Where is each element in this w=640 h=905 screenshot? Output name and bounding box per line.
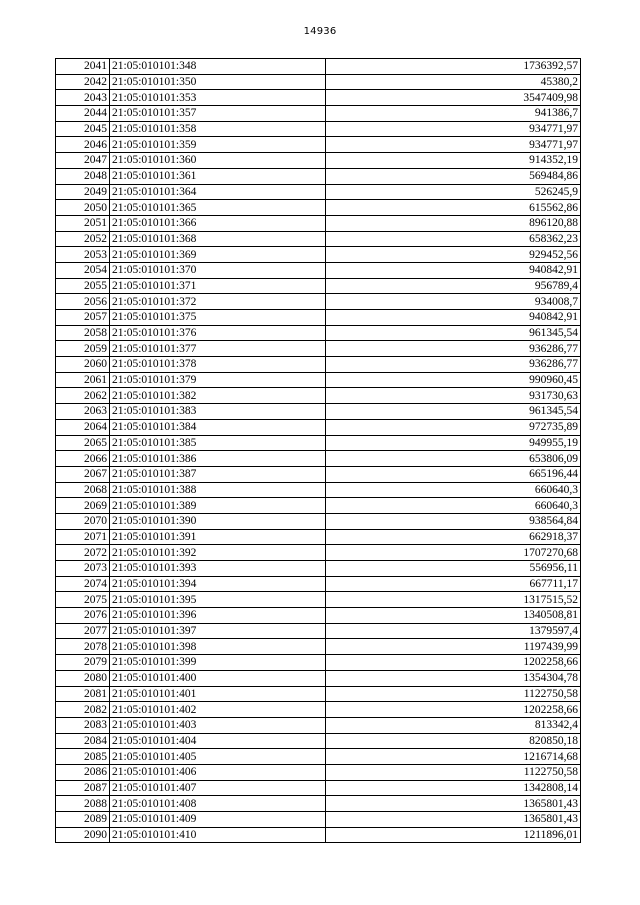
table-row [56,796,581,812]
row-number-cell: 2043 [56,90,110,106]
cadastral-value-cell: 662918,37 [326,529,581,545]
cadastral-number-cell: 21:05:010101:382 [110,388,326,404]
cadastral-number-cell: 21:05:010101:370 [110,262,326,278]
cadastral-value-cell: 820850,18 [326,733,581,749]
cadastral-value-cell: 961345,54 [326,404,581,420]
cadastral-value-cell: 1379597,4 [326,623,581,639]
row-number-cell: 2070 [56,513,110,529]
cadastral-number-cell: 21:05:010101:387 [110,466,326,482]
table-row [56,702,581,718]
cadastral-value-cell: 813342,4 [326,717,581,733]
table-row [56,812,581,828]
table-row [56,482,581,498]
row-number-cell: 2083 [56,717,110,733]
row-number-cell: 2081 [56,686,110,702]
cadastral-number-cell: 21:05:010101:376 [110,325,326,341]
row-number-cell: 2088 [56,796,110,812]
table-row [56,717,581,733]
table-row [56,623,581,639]
cadastral-value-cell: 896120,88 [326,215,581,231]
cadastral-number-cell: 21:05:010101:359 [110,137,326,153]
table-row [56,576,581,592]
row-number-cell: 2073 [56,561,110,577]
cadastral-value-cell: 653806,09 [326,451,581,467]
table-row [56,341,581,357]
row-number-cell: 2068 [56,482,110,498]
cadastral-number-cell: 21:05:010101:371 [110,278,326,294]
cadastral-number-cell: 21:05:010101:403 [110,717,326,733]
table-row [56,262,581,278]
row-number-cell: 2046 [56,137,110,153]
cadastral-value-cell: 45380,2 [326,74,581,90]
row-number-cell: 2059 [56,341,110,357]
row-number-cell: 2066 [56,451,110,467]
cadastral-number-cell: 21:05:010101:350 [110,74,326,90]
row-number-cell: 2044 [56,106,110,122]
cadastral-number-cell: 21:05:010101:360 [110,153,326,169]
cadastral-number-cell: 21:05:010101:397 [110,623,326,639]
table-row [56,733,581,749]
cadastral-value-cell: 1342808,14 [326,780,581,796]
row-number-cell: 2077 [56,623,110,639]
row-number-cell: 2051 [56,215,110,231]
row-number-cell: 2079 [56,655,110,671]
cadastral-number-cell: 21:05:010101:409 [110,812,326,828]
cadastral-number-cell: 21:05:010101:404 [110,733,326,749]
row-number-cell: 2063 [56,404,110,420]
cadastral-number-cell: 21:05:010101:348 [110,59,326,75]
cadastral-value-cell: 931730,63 [326,388,581,404]
cadastral-value-cell: 936286,77 [326,341,581,357]
table-row [56,608,581,624]
cadastral-value-cell: 940842,91 [326,262,581,278]
table-row [56,184,581,200]
row-number-cell: 2050 [56,200,110,216]
cadastral-number-cell: 21:05:010101:405 [110,749,326,765]
row-number-cell: 2084 [56,733,110,749]
row-number-cell: 2060 [56,357,110,373]
row-number-cell: 2069 [56,498,110,514]
cadastral-number-cell: 21:05:010101:377 [110,341,326,357]
row-number-cell: 2082 [56,702,110,718]
cadastral-value-cell: 1197439,99 [326,639,581,655]
cadastral-number-cell: 21:05:010101:400 [110,670,326,686]
cadastral-value-cell: 1365801,43 [326,812,581,828]
row-number-cell: 2056 [56,294,110,310]
row-number-cell: 2078 [56,639,110,655]
cadastral-number-cell: 21:05:010101:407 [110,780,326,796]
table-row [56,357,581,373]
cadastral-number-cell: 21:05:010101:393 [110,561,326,577]
cadastral-value-cell: 556956,11 [326,561,581,577]
cadastral-value-cell: 972735,89 [326,419,581,435]
table-row [56,451,581,467]
table-row [56,74,581,90]
cadastral-number-cell: 21:05:010101:364 [110,184,326,200]
page-number: 14936 [303,26,337,37]
row-number-cell: 2041 [56,59,110,75]
table-row [56,247,581,263]
cadastral-number-cell: 21:05:010101:402 [110,702,326,718]
row-number-cell: 2057 [56,310,110,326]
cadastral-value-cell: 938564,84 [326,513,581,529]
table-row [56,106,581,122]
cadastral-value-cell: 934008,7 [326,294,581,310]
cadastral-number-cell: 21:05:010101:395 [110,592,326,608]
cadastral-number-cell: 21:05:010101:357 [110,106,326,122]
table-row [56,686,581,702]
table-row [56,592,581,608]
cadastral-value-cell: 1216714,68 [326,749,581,765]
cadastral-number-cell: 21:05:010101:390 [110,513,326,529]
cadastral-value-cell: 961345,54 [326,325,581,341]
cadastral-value-cell: 1317515,52 [326,592,581,608]
row-number-cell: 2053 [56,247,110,263]
table-row [56,310,581,326]
cadastral-value-cell: 1122750,58 [326,686,581,702]
cadastral-value-cell: 936286,77 [326,357,581,373]
row-number-cell: 2064 [56,419,110,435]
row-number-cell: 2052 [56,231,110,247]
cadastral-number-cell: 21:05:010101:385 [110,435,326,451]
table-row [56,827,581,843]
row-number-cell: 2058 [56,325,110,341]
table-row [56,404,581,420]
cadastral-value-cell: 665196,44 [326,466,581,482]
cadastral-number-cell: 21:05:010101:383 [110,404,326,420]
row-number-cell: 2054 [56,262,110,278]
cadastral-number-cell: 21:05:010101:379 [110,372,326,388]
cadastral-number-cell: 21:05:010101:396 [110,608,326,624]
cadastral-number-cell: 21:05:010101:369 [110,247,326,263]
cadastral-value-cell: 990960,45 [326,372,581,388]
row-number-cell: 2047 [56,153,110,169]
table-row [56,639,581,655]
table-row [56,498,581,514]
cadastral-value-table [55,58,581,843]
cadastral-value-cell: 956789,4 [326,278,581,294]
cadastral-number-cell: 21:05:010101:399 [110,655,326,671]
cadastral-value-cell: 929452,56 [326,247,581,263]
cadastral-value-cell: 660640,3 [326,498,581,514]
table-row [56,388,581,404]
cadastral-number-cell: 21:05:010101:398 [110,639,326,655]
cadastral-number-cell: 21:05:010101:389 [110,498,326,514]
cadastral-value-cell: 941386,7 [326,106,581,122]
cadastral-number-cell: 21:05:010101:366 [110,215,326,231]
cadastral-value-cell: 940842,91 [326,310,581,326]
table-row [56,231,581,247]
table-row [56,168,581,184]
table-row [56,153,581,169]
row-number-cell: 2042 [56,74,110,90]
cadastral-value-cell: 934771,97 [326,137,581,153]
table-row [56,137,581,153]
cadastral-number-cell: 21:05:010101:358 [110,121,326,137]
cadastral-value-cell: 1122750,58 [326,764,581,780]
cadastral-value-cell: 615562,86 [326,200,581,216]
cadastral-number-cell: 21:05:010101:368 [110,231,326,247]
cadastral-number-cell: 21:05:010101:365 [110,200,326,216]
row-number-cell: 2072 [56,545,110,561]
table-row [56,561,581,577]
row-number-cell: 2080 [56,670,110,686]
cadastral-number-cell: 21:05:010101:408 [110,796,326,812]
table-row [56,670,581,686]
cadastral-number-cell: 21:05:010101:372 [110,294,326,310]
cadastral-number-cell: 21:05:010101:401 [110,686,326,702]
cadastral-number-cell: 21:05:010101:406 [110,764,326,780]
row-number-cell: 2086 [56,764,110,780]
row-number-cell: 2048 [56,168,110,184]
row-number-cell: 2071 [56,529,110,545]
table-body [56,59,581,843]
row-number-cell: 2087 [56,780,110,796]
table-row [56,215,581,231]
row-number-cell: 2076 [56,608,110,624]
row-number-cell: 2090 [56,827,110,843]
row-number-cell: 2089 [56,812,110,828]
cadastral-value-cell: 526245,9 [326,184,581,200]
table-row [56,749,581,765]
row-number-cell: 2074 [56,576,110,592]
table-row [56,59,581,75]
row-number-cell: 2061 [56,372,110,388]
cadastral-value-cell: 1202258,66 [326,702,581,718]
row-number-cell: 2065 [56,435,110,451]
cadastral-value-cell: 569484,86 [326,168,581,184]
cadastral-number-cell: 21:05:010101:394 [110,576,326,592]
cadastral-number-cell: 21:05:010101:361 [110,168,326,184]
cadastral-value-cell: 3547409,98 [326,90,581,106]
table-row [56,200,581,216]
cadastral-value-cell: 1211896,01 [326,827,581,843]
row-number-cell: 2075 [56,592,110,608]
cadastral-number-cell: 21:05:010101:410 [110,827,326,843]
cadastral-number-cell: 21:05:010101:391 [110,529,326,545]
cadastral-value-cell: 934771,97 [326,121,581,137]
table-row [56,655,581,671]
row-number-cell: 2045 [56,121,110,137]
row-number-cell: 2055 [56,278,110,294]
cadastral-value-cell: 658362,23 [326,231,581,247]
table-row [56,278,581,294]
row-number-cell: 2049 [56,184,110,200]
cadastral-value-cell: 1340508,81 [326,608,581,624]
cadastral-value-cell: 1365801,43 [326,796,581,812]
row-number-cell: 2085 [56,749,110,765]
table-row [56,513,581,529]
cadastral-value-cell: 667711,17 [326,576,581,592]
table-row [56,325,581,341]
cadastral-number-cell: 21:05:010101:375 [110,310,326,326]
cadastral-value-cell: 1354304,78 [326,670,581,686]
cadastral-value-cell: 914352,19 [326,153,581,169]
table-row [56,764,581,780]
table-row [56,466,581,482]
cadastral-value-cell: 1707270,68 [326,545,581,561]
cadastral-number-cell: 21:05:010101:378 [110,357,326,373]
cadastral-value-cell: 1736392,57 [326,59,581,75]
table-row [56,419,581,435]
table-row [56,294,581,310]
cadastral-number-cell: 21:05:010101:388 [110,482,326,498]
cadastral-number-cell: 21:05:010101:392 [110,545,326,561]
row-number-cell: 2062 [56,388,110,404]
cadastral-value-cell: 949955,19 [326,435,581,451]
table-row [56,372,581,388]
cadastral-number-cell: 21:05:010101:386 [110,451,326,467]
cadastral-value-cell: 1202258,66 [326,655,581,671]
table-row [56,90,581,106]
cadastral-number-cell: 21:05:010101:384 [110,419,326,435]
table-row [56,529,581,545]
table-row [56,545,581,561]
table-row [56,121,581,137]
table-row [56,435,581,451]
cadastral-number-cell: 21:05:010101:353 [110,90,326,106]
table-row [56,780,581,796]
cadastral-value-cell: 660640,3 [326,482,581,498]
row-number-cell: 2067 [56,466,110,482]
